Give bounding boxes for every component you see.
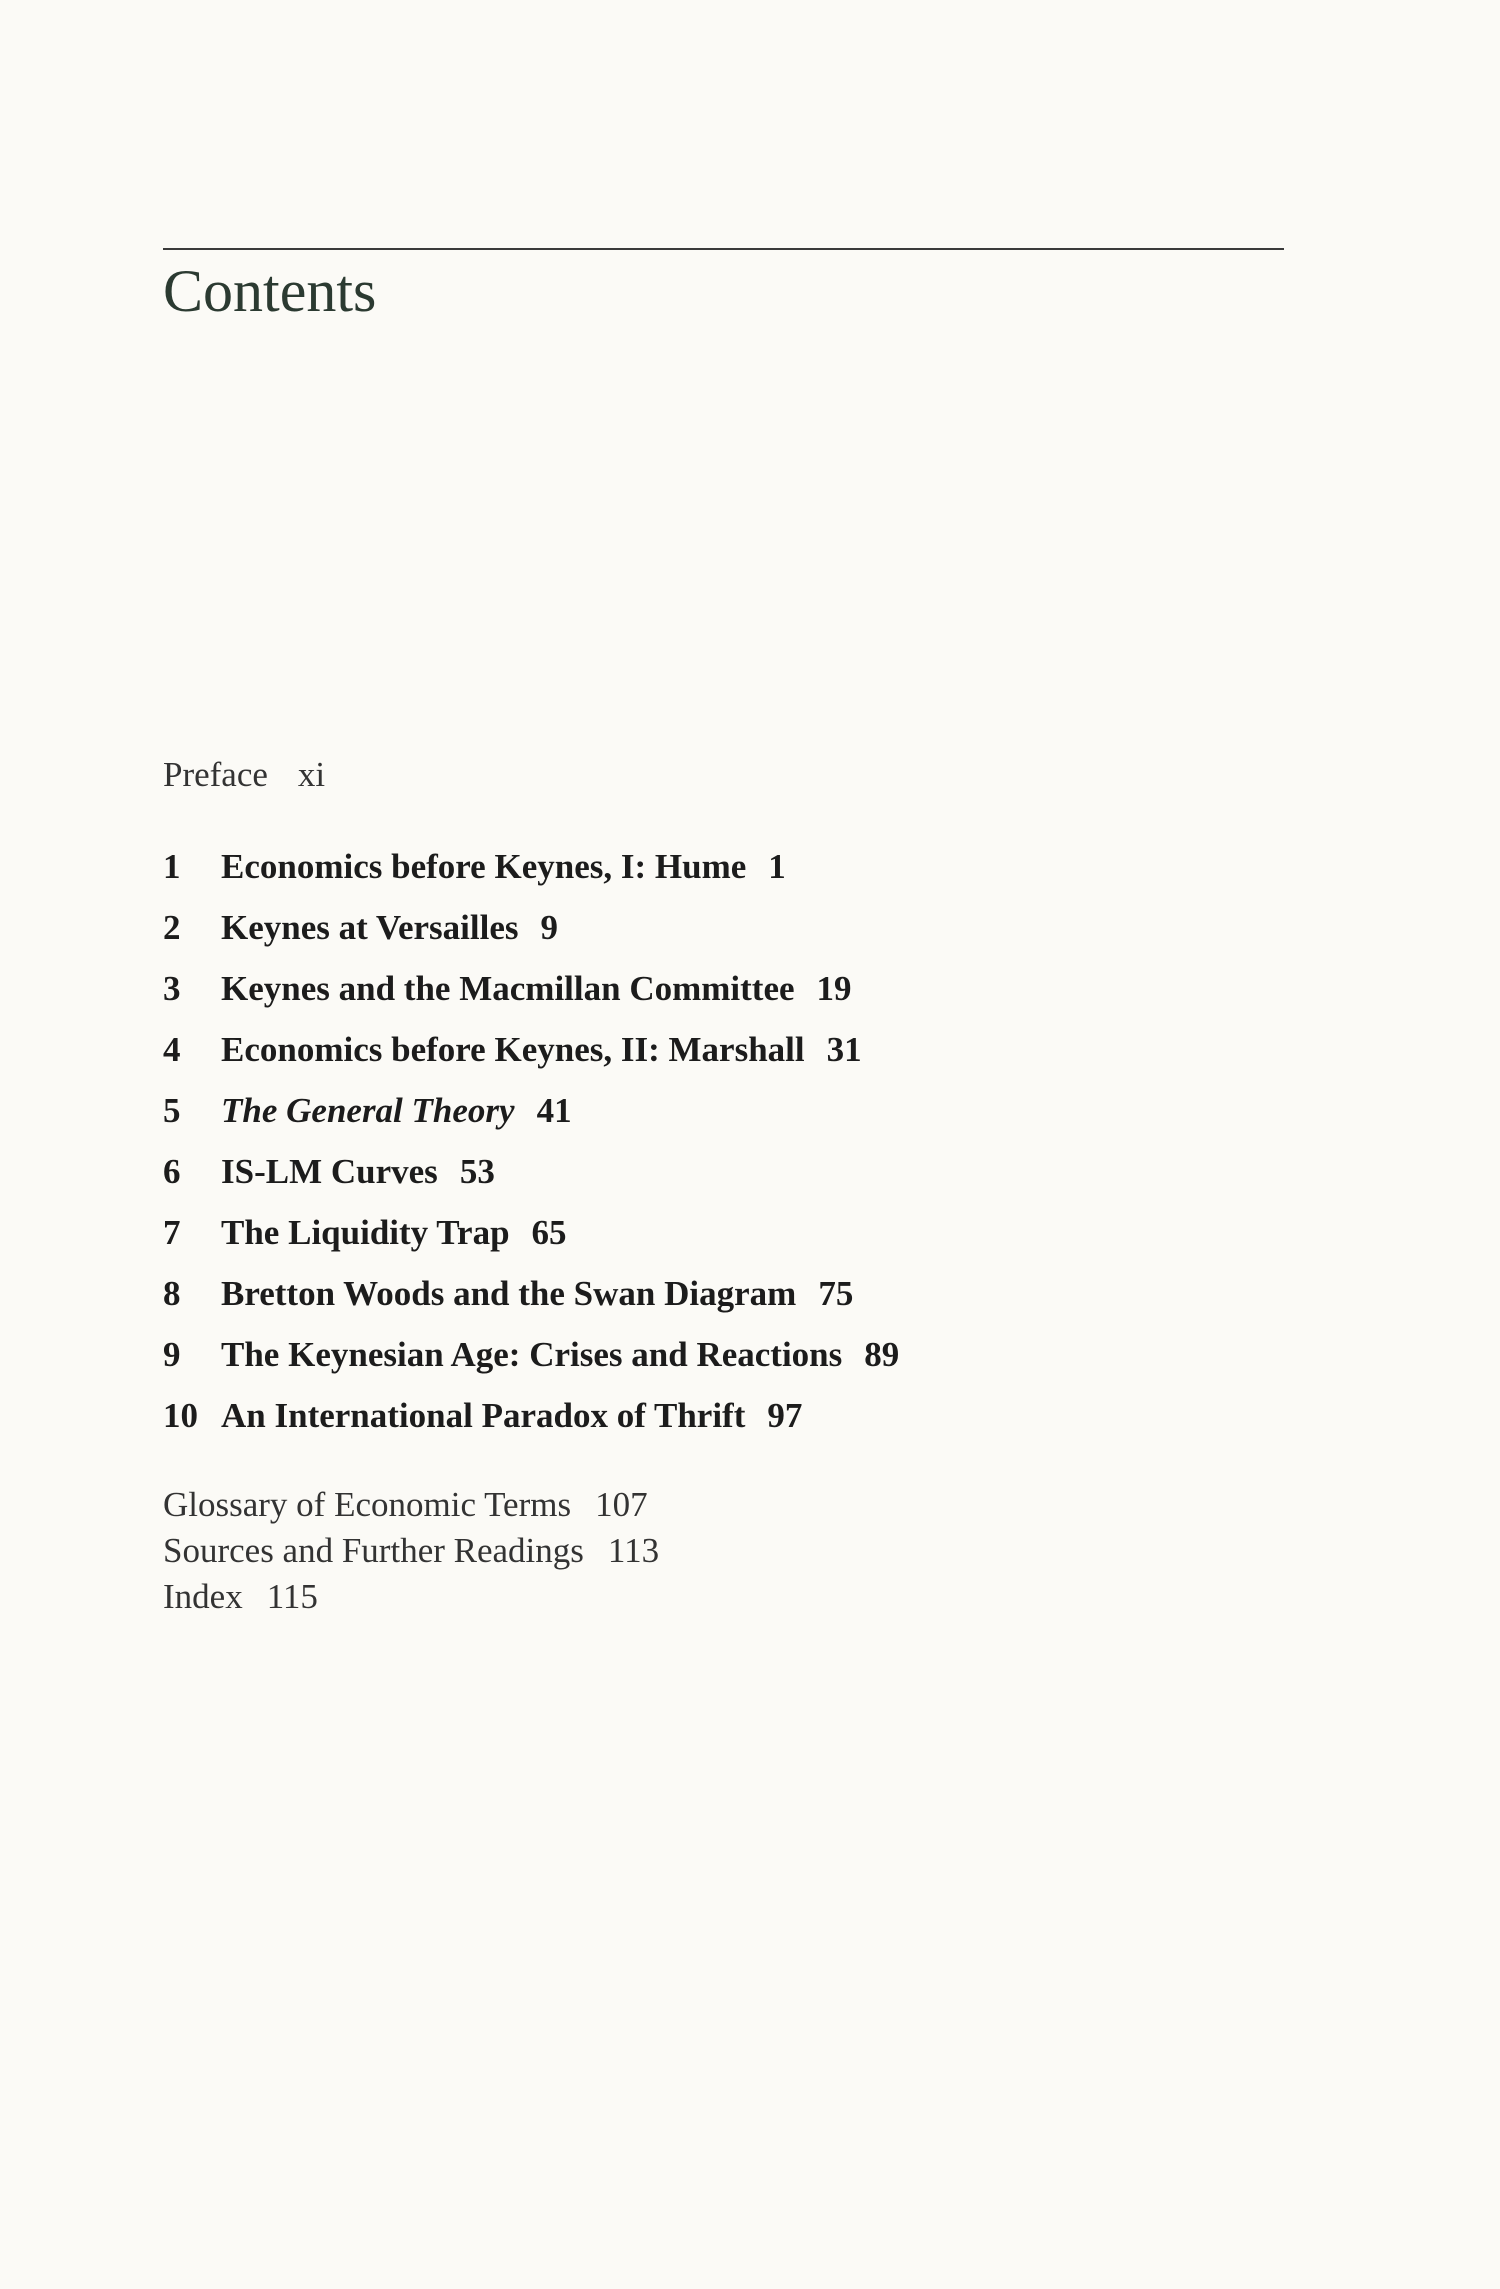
chapter-number: 2 bbox=[163, 908, 181, 947]
chapter-entry-6[interactable] bbox=[163, 1147, 899, 1208]
back-matter-glossary[interactable] bbox=[163, 1482, 659, 1528]
chapter-entry-10[interactable] bbox=[163, 1391, 899, 1452]
chapter-number: 3 bbox=[163, 969, 181, 1008]
chapter-page-number: 97 bbox=[767, 1396, 803, 1435]
chapter-entry-8[interactable] bbox=[163, 1269, 899, 1330]
chapter-page-number: 41 bbox=[536, 1091, 572, 1130]
chapter-page-number: 53 bbox=[459, 1152, 495, 1191]
chapter-entry-1[interactable] bbox=[163, 842, 899, 903]
chapter-number: 10 bbox=[163, 1396, 198, 1435]
chapter-number: 4 bbox=[163, 1030, 181, 1069]
chapter-number: 5 bbox=[163, 1091, 181, 1130]
chapter-page-number: 31 bbox=[826, 1030, 862, 1069]
chapter-page-number: 89 bbox=[864, 1335, 900, 1374]
back-matter-label: Glossary of Economic Terms bbox=[163, 1485, 572, 1524]
chapter-title: IS-LM Curves bbox=[221, 1152, 438, 1191]
preface-label: Preface bbox=[163, 755, 268, 794]
chapter-title: Keynes at Versailles bbox=[221, 908, 519, 947]
chapter-page-number: 75 bbox=[818, 1274, 854, 1313]
back-matter-page-number: 113 bbox=[607, 1531, 660, 1570]
back-matter-page-number: 107 bbox=[595, 1485, 648, 1524]
back-matter-sources[interactable] bbox=[163, 1528, 659, 1574]
chapter-title: Keynes and the Macmillan Committee bbox=[221, 969, 795, 1008]
chapter-page-number: 65 bbox=[531, 1213, 567, 1252]
chapter-page-number: 19 bbox=[816, 969, 852, 1008]
back-matter-label: Index bbox=[163, 1577, 243, 1616]
chapter-page-number: 1 bbox=[768, 847, 786, 886]
chapter-title: Economics before Keynes, I: Hume bbox=[221, 847, 747, 886]
chapter-title: The Keynesian Age: Crises and Reactions bbox=[221, 1335, 843, 1374]
chapter-title: Economics before Keynes, II: Marshall bbox=[221, 1030, 805, 1069]
chapter-entry-3[interactable] bbox=[163, 964, 899, 1025]
chapter-entry-4[interactable] bbox=[163, 1025, 899, 1086]
back-matter-index[interactable] bbox=[163, 1574, 659, 1620]
heading-rule bbox=[163, 248, 1284, 250]
back-matter-list bbox=[163, 1482, 659, 1620]
chapter-page-number: 9 bbox=[540, 908, 558, 947]
chapter-entry-9[interactable] bbox=[163, 1330, 899, 1391]
back-matter-label: Sources and Further Readings bbox=[163, 1531, 584, 1570]
chapter-number: 9 bbox=[163, 1335, 181, 1374]
preface-page-number: xi bbox=[297, 755, 326, 794]
chapter-number: 8 bbox=[163, 1274, 181, 1313]
preface-entry[interactable] bbox=[163, 755, 325, 795]
chapter-number: 6 bbox=[163, 1152, 181, 1191]
chapter-entry-7[interactable] bbox=[163, 1208, 899, 1269]
chapter-title: The Liquidity Trap bbox=[221, 1213, 510, 1252]
back-matter-page-number: 115 bbox=[266, 1577, 318, 1616]
chapter-list bbox=[163, 842, 899, 1452]
chapter-title: The General Theory bbox=[221, 1091, 515, 1130]
chapter-title: An International Paradox of Thrift bbox=[221, 1396, 746, 1435]
chapter-number: 7 bbox=[163, 1213, 181, 1252]
chapter-entry-5[interactable] bbox=[163, 1086, 899, 1147]
chapter-entry-2[interactable] bbox=[163, 903, 899, 964]
chapter-number: 1 bbox=[163, 847, 181, 886]
chapter-title: Bretton Woods and the Swan Diagram bbox=[221, 1274, 797, 1313]
page-title: Contents bbox=[163, 258, 377, 324]
